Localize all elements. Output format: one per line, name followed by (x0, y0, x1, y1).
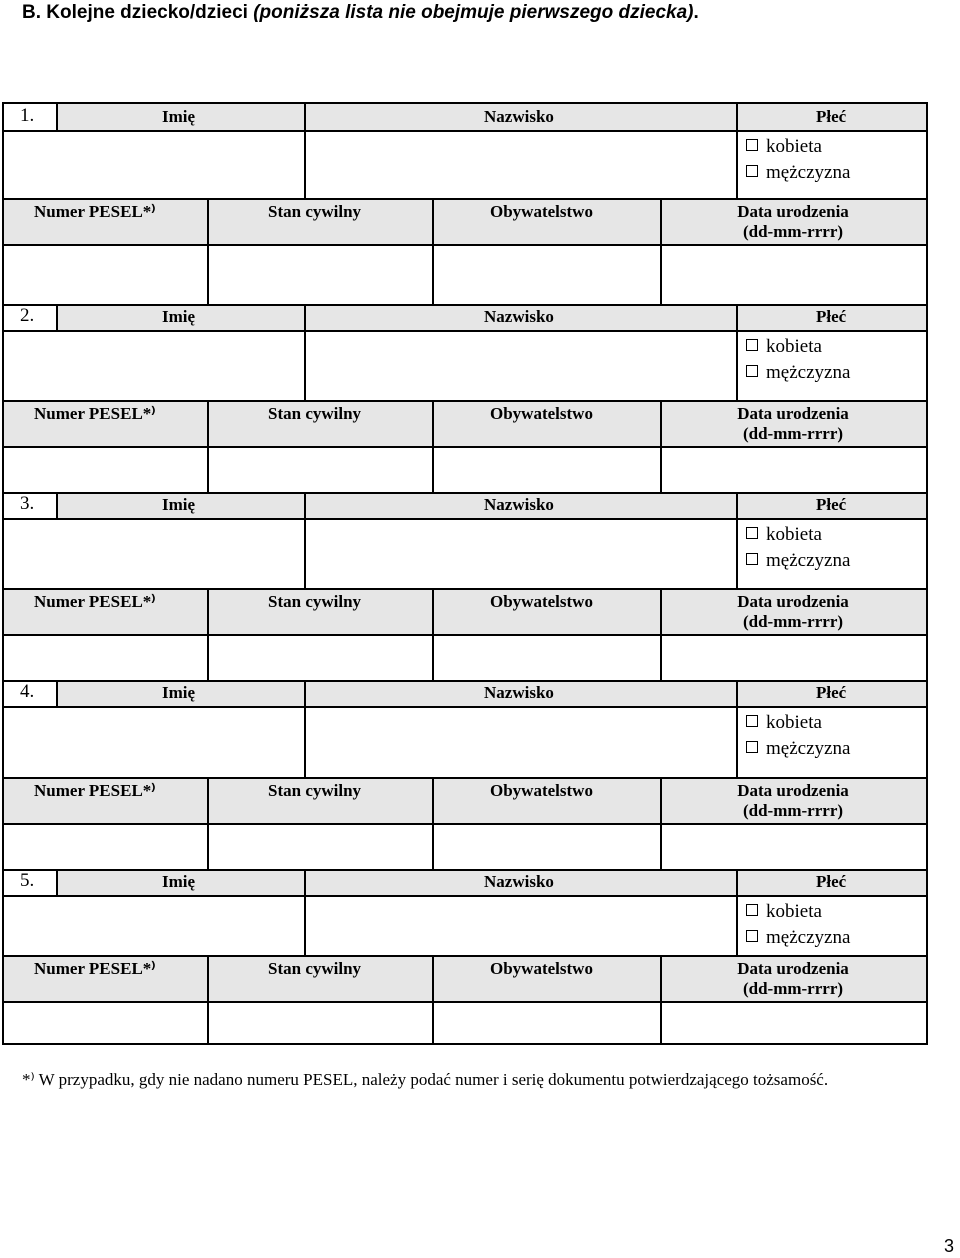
date-format-label: (dd-mm-rrrr) (742, 424, 844, 443)
last-name-input[interactable] (306, 332, 734, 398)
header-shading (58, 680, 736, 706)
date-format-label: (dd-mm-rrrr) (742, 222, 844, 241)
citizenship-label: Obywatelstwo (490, 592, 593, 611)
last-name-input[interactable] (306, 708, 734, 775)
child-number: 2. (20, 305, 35, 326)
pesel-label: Numer PESEL*⁾ (34, 202, 156, 221)
checkbox-square-icon[interactable] (746, 904, 758, 916)
marital-status-input[interactable] (209, 636, 430, 678)
heading-italic-text: (poniższa lista nie obejmuje pierwszego dziecka) (253, 2, 694, 23)
checkbox-label: kobieta (766, 712, 822, 733)
citizenship-input[interactable] (434, 636, 658, 678)
sex-label: Płeć (816, 872, 847, 891)
grid-line (4, 869, 926, 871)
grid-line (4, 304, 926, 306)
birth-date-input[interactable] (662, 825, 924, 867)
birth-date-label: Data urodzenia (737, 781, 849, 800)
marital-status-label: Stan cywilny (268, 202, 362, 221)
male-checkbox[interactable] (746, 362, 850, 384)
marital-status-input[interactable] (209, 246, 430, 302)
first-name-input[interactable] (6, 332, 302, 398)
date-format-label: (dd-mm-rrrr) (742, 612, 844, 631)
first-name-label: Imię (162, 307, 196, 326)
sex-label: Płeć (816, 307, 847, 326)
birth-date-input[interactable] (662, 448, 924, 490)
grid-line (4, 588, 926, 590)
grid-line (56, 869, 58, 895)
pesel-label: Numer PESEL*⁾ (34, 592, 156, 611)
grid-line (4, 198, 926, 200)
last-name-label: Nazwisko (484, 872, 554, 891)
child-number: 4. (20, 681, 35, 702)
female-checkbox[interactable] (746, 136, 822, 158)
pesel-label: Numer PESEL*⁾ (34, 781, 156, 800)
heading-text: B. Kolejne dziecko/dzieci (22, 2, 254, 23)
marital-status-label: Stan cywilny (268, 959, 362, 978)
checkbox-square-icon[interactable] (746, 165, 758, 177)
grid-line (4, 777, 926, 779)
date-format-label: (dd-mm-rrrr) (742, 801, 844, 820)
marital-status-input[interactable] (209, 1003, 430, 1043)
first-name-label: Imię (162, 872, 196, 891)
grid-line (56, 104, 58, 130)
checkbox-label: kobieta (766, 336, 822, 357)
marital-status-label: Stan cywilny (268, 592, 362, 611)
male-checkbox[interactable] (746, 738, 850, 760)
child-block-5 (4, 869, 926, 1045)
checkbox-square-icon[interactable] (746, 715, 758, 727)
header-shading (58, 304, 736, 330)
last-name-label: Nazwisko (484, 307, 554, 326)
checkbox-square-icon[interactable] (746, 553, 758, 565)
heading-suffix: . (693, 2, 699, 23)
first-name-label: Imię (162, 683, 196, 702)
first-name-label: Imię (162, 107, 196, 126)
footnote-text: W przypadku, gdy nie nadano numeru PESEL, należy podać numer i serię dokumentu potwierdzającego tożsamość. (34, 1070, 829, 1089)
grid-line (56, 492, 58, 518)
citizenship-input[interactable] (434, 1003, 658, 1043)
pesel-label: Numer PESEL*⁾ (34, 404, 156, 423)
pesel-label: Numer PESEL*⁾ (34, 959, 156, 978)
checkbox-label: mężczyzna (766, 162, 851, 183)
page-number: 3 (943, 1236, 954, 1256)
grid-line (4, 680, 926, 682)
checkbox-square-icon[interactable] (746, 741, 758, 753)
header-shading (58, 492, 736, 518)
grid-line (4, 400, 926, 402)
checkbox-label: mężczyzna (766, 362, 851, 383)
pesel-input[interactable] (6, 1003, 205, 1043)
citizenship-input[interactable] (434, 825, 658, 867)
checkbox-label: kobieta (766, 136, 822, 157)
birth-date-label: Data urodzenia (737, 202, 849, 221)
sex-label: Płeć (816, 495, 847, 514)
last-name-label: Nazwisko (484, 495, 554, 514)
marital-status-label: Stan cywilny (268, 781, 362, 800)
pesel-input[interactable] (6, 448, 205, 490)
child-number: 5. (20, 870, 35, 891)
footnote (22, 1070, 828, 1090)
child-number: 3. (20, 493, 35, 514)
sex-label: Płeć (816, 683, 847, 702)
grid-line (56, 680, 58, 706)
citizenship-input[interactable] (434, 448, 658, 490)
pesel-input[interactable] (6, 246, 205, 302)
marital-status-input[interactable] (209, 825, 430, 867)
checkbox-label: mężczyzna (766, 550, 851, 571)
last-name-input[interactable] (306, 132, 734, 196)
citizenship-label: Obywatelstwo (490, 781, 593, 800)
first-name-input[interactable] (6, 897, 302, 953)
checkbox-square-icon[interactable] (746, 139, 758, 151)
grid-line (736, 304, 738, 400)
checkbox-square-icon[interactable] (746, 527, 758, 539)
children-form-table (2, 102, 928, 1045)
citizenship-input[interactable] (434, 246, 658, 302)
last-name-input[interactable] (306, 897, 734, 953)
marital-status-label: Stan cywilny (268, 404, 362, 423)
sex-label: Płeć (816, 107, 847, 126)
checkbox-square-icon[interactable] (746, 339, 758, 351)
last-name-label: Nazwisko (484, 107, 554, 126)
last-name-input[interactable] (306, 520, 734, 586)
checkbox-label: mężczyzna (766, 927, 851, 948)
birth-date-input[interactable] (662, 246, 924, 302)
last-name-label: Nazwisko (484, 683, 554, 702)
female-checkbox[interactable] (746, 901, 822, 923)
pesel-input[interactable] (6, 636, 205, 678)
birth-date-label: Data urodzenia (737, 592, 849, 611)
birth-date-label: Data urodzenia (737, 404, 849, 423)
section-heading (22, 2, 699, 24)
checkbox-label: mężczyzna (766, 738, 851, 759)
male-checkbox[interactable] (746, 162, 850, 184)
grid-line (736, 680, 738, 777)
birth-date-input[interactable] (662, 636, 924, 678)
header-shading (58, 104, 736, 130)
marital-status-input[interactable] (209, 448, 430, 490)
grid-line (4, 955, 926, 957)
child-number: 1. (20, 105, 35, 126)
citizenship-label: Obywatelstwo (490, 202, 593, 221)
grid-line (736, 104, 738, 198)
header-shading (58, 869, 736, 895)
footnote-mark: *⁾ (22, 1070, 35, 1089)
child-block-2 (4, 304, 926, 492)
child-block-3 (4, 492, 926, 680)
citizenship-label: Obywatelstwo (490, 404, 593, 423)
first-name-label: Imię (162, 495, 196, 514)
date-format-label: (dd-mm-rrrr) (742, 979, 844, 998)
checkbox-label: kobieta (766, 901, 822, 922)
child-block-4 (4, 680, 926, 869)
child-block-1 (4, 104, 926, 304)
grid-line (736, 492, 738, 588)
first-name-input[interactable] (6, 708, 302, 775)
birth-date-label: Data urodzenia (737, 959, 849, 978)
female-checkbox[interactable] (746, 336, 822, 358)
checkbox-square-icon[interactable] (746, 365, 758, 377)
checkbox-label: kobieta (766, 524, 822, 545)
first-name-input[interactable] (6, 132, 302, 196)
citizenship-label: Obywatelstwo (490, 959, 593, 978)
birth-date-input[interactable] (662, 1003, 924, 1043)
first-name-input[interactable] (6, 520, 302, 586)
grid-line (4, 492, 926, 494)
pesel-input[interactable] (6, 825, 205, 867)
female-checkbox[interactable] (746, 712, 822, 734)
grid-line (56, 304, 58, 330)
male-checkbox[interactable] (746, 927, 850, 949)
checkbox-square-icon[interactable] (746, 930, 758, 942)
grid-line (736, 869, 738, 955)
male-checkbox[interactable] (746, 550, 850, 572)
female-checkbox[interactable] (746, 524, 822, 546)
